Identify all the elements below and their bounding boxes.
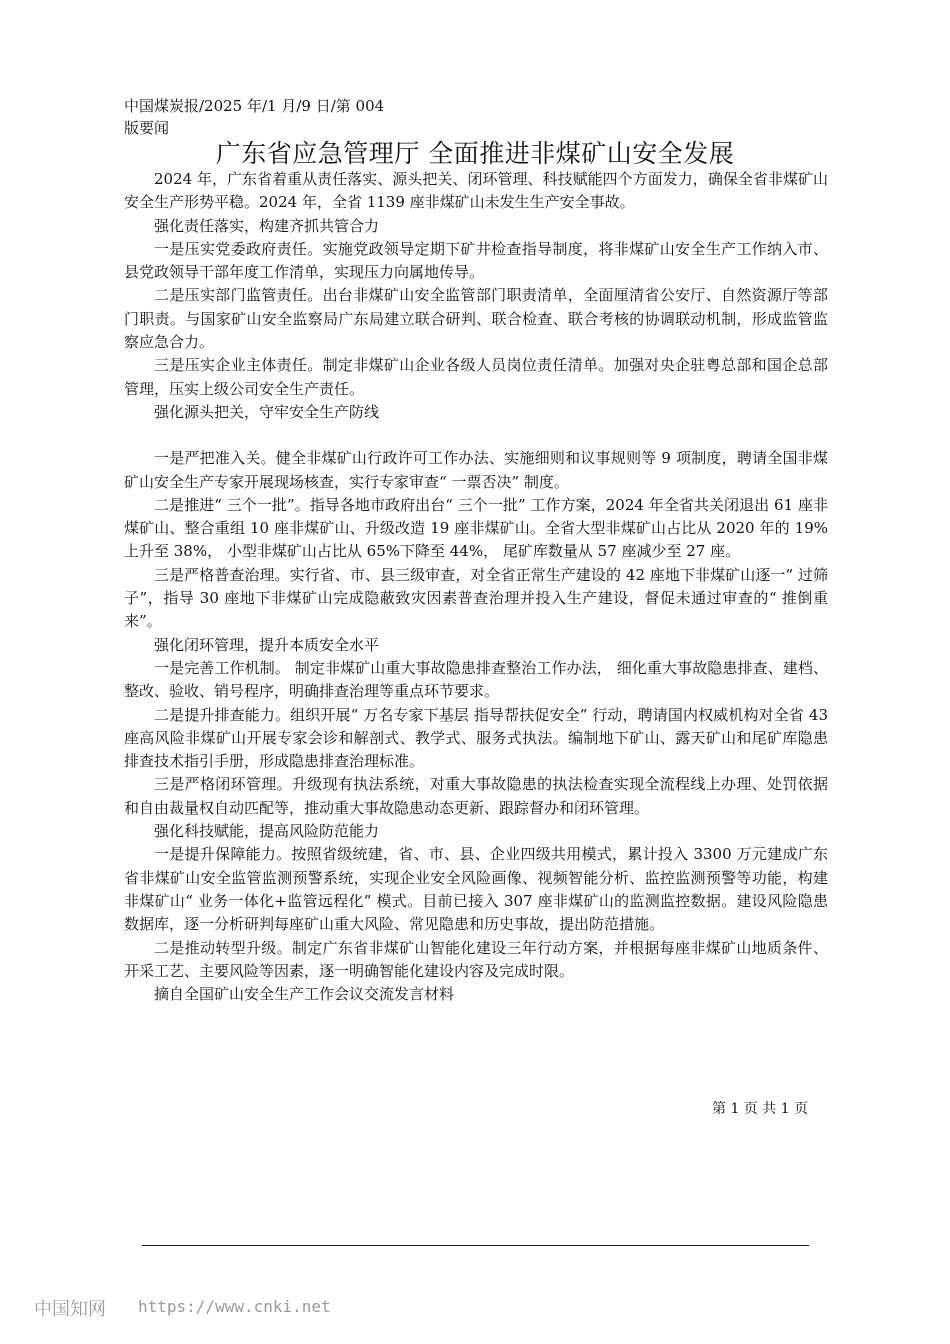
paragraph: 二是压实部门监管责任。出台非煤矿山安全监管部门职责清单，全面厘清省公安厅、自然资源厅等部门职责。与国家矿山安全监察局广东局建立联合研判、联合检查、联合考核的协调联动机制，形成监管监察应急合力。 bbox=[124, 286, 828, 352]
section-heading: 强化源头把关，守牢安全生产防线 bbox=[154, 402, 380, 421]
paragraph: 一是严把准入关。健全非煤矿山行政许可工作办法、实施细则和议事规则等 9 项制度，聘请全国非煤矿山安全生产专家开展现场核查，实行专家审查“ 一票否决” 制度。 bbox=[124, 449, 828, 491]
watermark-url[interactable]: https://www.cnki.net bbox=[138, 1297, 331, 1316]
paragraph: 二是推进“ 三个一批”。指导各地市政府出台“ 三个一批” 工作方案，2024 年全省共关闭退出 61 座非煤矿山、整合重组 10 座非煤矿山、升级改造 19 座非煤矿山。全省大型非煤矿山占比从 2020 年的 19%上升至 38%， 小型非煤矿山占比从 65%下降至 44%， 尾矿库数量从 57 座减少至 27 座。 bbox=[124, 495, 829, 561]
source-line: 中国煤炭报/2025 年/1 月/9 日/第 004 bbox=[124, 97, 385, 115]
paragraph: 二是推动转型升级。制定广东省非煤矿山智能化建设三年行动方案，并根据每座非煤矿山地质条件、开采工艺、主要风险等因素，逐一明确智能化建设内容及完成时限。 bbox=[124, 938, 828, 980]
section-heading: 强化责任落实，构建齐抓共管合力 bbox=[154, 216, 380, 235]
paragraph: 一是完善工作机制。 制定非煤矿山重大事故隐患排查整治工作办法， 细化重大事故隐患排查、建档、整改、验收、销号程序，明确排查治理等重点环节要求。 bbox=[124, 658, 828, 701]
section-label: 版要闻 bbox=[124, 119, 170, 137]
section-heading: 强化闭环管理，提升本质安全水平 bbox=[154, 635, 380, 654]
page-indicator: 第 1 页 共 1 页 bbox=[712, 1101, 809, 1117]
footer-divider bbox=[142, 1245, 809, 1246]
paragraph: 三是压实企业主体责任。制定非煤矿山企业各级人员岗位责任清单。加强对央企驻粤总部和国企总部管理，压实上级公司安全生产责任。 bbox=[124, 356, 828, 398]
paragraph: 一是提升保障能力。按照省级统建，省、市、县、企业四级共用模式，累计投入 3300 万元建成广东省非煤矿山安全监管监测预警系统，实现企业安全风险画像、视频智能分析、监控监测预警等功能，构建非煤矿山“ 业务一体化+监管远程化” 模式。目前已接入 307 座非煤矿山的监测监控数据。建设风险隐患数据库，逐一分析研判每座矿山重大风险、常见隐患和历史事故，提出防范措施。 bbox=[124, 845, 828, 934]
paragraph: 2024 年，广东省着重从责任落实、源头把关、闭环管理、科技赋能四个方面发力，确保全省非煤矿山安全生产形势平稳。2024 年，全省 1139 座非煤矿山未发生生产安全事故。 bbox=[124, 170, 828, 212]
paragraph: 三是严格闭环管理。升级现有执法系统，对重大事故隐患的执法检查实现全流程线上办理、处罚依据和自由裁量权自动匹配等，推动重大事故隐患动态更新、跟踪督办和闭环管理。 bbox=[124, 775, 828, 817]
paragraph: 二是提升排查能力。组织开展“ 万名专家下基层 指导帮扶促安全” 行动，聘请国内权威机构对全省 43 座高风险非煤矿山开展专家会诊和解剖式、教学式、服务式执法。编制地下矿山、露天矿山和尾矿库隐患排查技术指引手册，形成隐患排查治理标准。 bbox=[124, 705, 828, 771]
article-body bbox=[124, 168, 828, 1006]
article-title: 广东省应急管理厅 全面推进非煤矿山安全发展 bbox=[215, 139, 735, 168]
paragraph: 三是严格普查治理。实行省、市、县三级审查，对全省正常生产建设的 42 座地下非煤矿山逐一“ 过筛子”，指导 30 座地下非煤矿山完成隐蔽致灾因素普查治理并投入生产建设，督促未通过审查的“ 推倒重来”。 bbox=[124, 565, 828, 631]
paragraph: 一是压实党委政府责任。实施党政领导定期下矿井检查指导制度，将非煤矿山安全生产工作纳入市、县党政领导干部年度工作清单，实现压力向属地传导。 bbox=[124, 239, 828, 282]
cnki-logo: 中国知网 bbox=[34, 1299, 106, 1320]
source-note: 摘自全国矿山安全生产工作会议交流发言材料 bbox=[154, 985, 455, 1004]
section-heading: 强化科技赋能，提高风险防范能力 bbox=[154, 822, 380, 841]
